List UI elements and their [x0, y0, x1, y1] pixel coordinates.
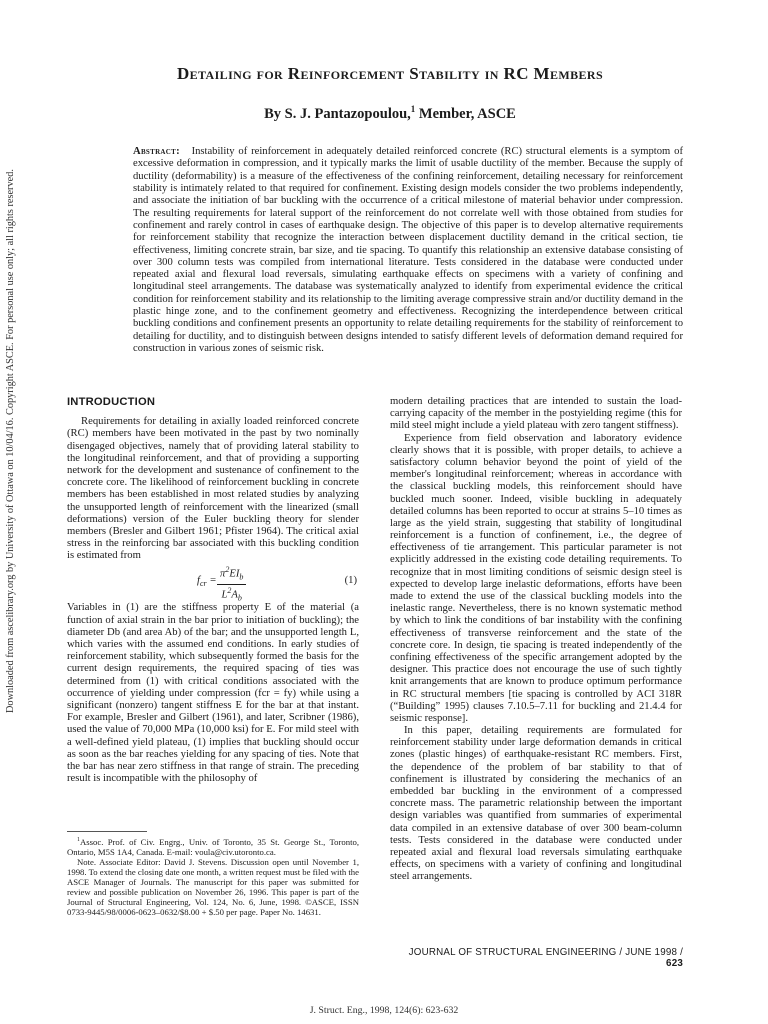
author-membership: Member, ASCE: [415, 105, 516, 122]
equation-numerator: $\pi^2EI_b$: [217, 564, 246, 585]
citation-line: J. Struct. Eng., 1998, 124(6): 623-632: [309, 1005, 459, 1016]
journal-footer: [400, 947, 683, 969]
right-paragraph-2: Experience from field observation and laboratory evidence clearly shows that it is possible, with proper details, to achieve a satisfactory column behavior beyond the point of yield of the member's longitudinal reinforcement; whereas in accordance with the classical buckling models, this reinforcement should have buckled much sooner. Indeed, visible buckling in adequately detailed columns has been reported to occur at strains 5–10 times as large as the yield strain, suggesting that stability of longitudinal reinforcement is a function of confinement, i.e., the degree of effectiveness of tie arrangement. This particular parameter is not explicitly addressed in the existing code detailing requirements. To recognize that in most limiting conditions of seismic design steel is expected to develop large inelastic deformations, efforts have been made to extend the use of the classical buckling models into the inelastic range. Nevertheless, there is no known systematic method by which to link the conditions of bar instability with the confining effectiveness of transverse reinforcement and the state of the concrete core. In design, tie spacing is treated independently of the confining effectiveness of the specific arrangement adopted by the designer. This practice does not encourage the use of such tightly knit arrangements that are known to produce optimum performance in RC structural members [tie spacing is controlled by ACI 318R (“Building” 1995) clauses 7.10.5–7.11 for buckling and 21.4.4 for seismic response].: [390, 432, 682, 724]
right-column: [390, 396, 682, 884]
page-number: 623: [666, 958, 683, 969]
abstract-text: Instability of reinforcement in adequately detailed reinforced concrete (RC) structural elements is a symptom of excessive deformation in compression, and it typically marks the limit of usable ductility of the member. Because the supply of ductility (deformability) is a measure of the effectiveness of the confining reinforcement, detailing necessary for reinforcement stability is intimately related to that required for confinement. Existing design models consider the two problems independently, and associate the initiation of bar buckling with the occurrence of a critical milestone of material behavior under compression. The resulting requirements for lateral support of the reinforcement do not correlate well with those obtained from studies for confinement and rarely control in cases of earthquake design. The objective of this paper is to develop alternative requirements for reinforcement stability that recognize the interaction between displacement ductility demand in the critical section, tie effectiveness, limiting concrete strain, bar size, and tie spacing. To quantify this relationship an extensive database consisting of over 300 column tests was compiled from international literature. Tests considered in the database were conducted under repeated axial and flexural load reversals, simulating earthquake effects on specimens with a variety of confining and longitudinal steel arrangements. The database was systematically analyzed to identify from experimental evidence the critical condition for reinforcement stability and its relationship to the limiting average compressive strain and/or ductility demand in the plastic hinge zone, and to the confinement geometry and effectiveness. Recognizing the interdependence between critical buckling conditions and confinement presents an opportunity to relate detailing requirements for the stability of reinforcement to detailing for ductility, and to distinguish between designs intended to satisfy different levels of deformation demand required for construction in various zones of seismic risk.: [133, 146, 683, 354]
author-byline: [60, 104, 720, 123]
journal-name: JOURNAL OF STRUCTURAL ENGINEERING / JUNE 1998 /: [408, 947, 683, 958]
equation-1: [67, 562, 359, 602]
paper-title: Detailing for Reinforcement Stability in RC Members: [176, 64, 604, 83]
equation-number: (1): [344, 575, 357, 587]
equation-lhs: $f_{cr}$ =: [197, 575, 217, 589]
download-watermark: [0, 169, 22, 718]
footnote-author: $^1$Assoc. Prof. of Civ. Engrg., Univ. of Toronto, 35 St. George St., Toronto, Ontario, M5S 1A4, Canada. E-mail: voula@civ.utoronto.ca.: [67, 836, 359, 857]
section-heading-introduction: INTRODUCTION: [67, 396, 156, 408]
intro-paragraph-1: Requirements for detailing in axially loaded reinforced concrete (RC) members have been motivated in the past by two nominally disengaged objectives, namely that of providing lateral stability to the longitudinal reinforcement, and that of providing a supporting network for the development and sustenance of confinement to the concrete core. The likelihood of reinforcement buckling in concrete members has been established in most related studies by analyzing the unsupported length of reinforcement with the linearized (small deformations) version of the Euler buckling theory for slender members (Bresler and Gilbert 1961; Pfister 1964). The critical axial stress in the reinforcing bar associated with this buckling condition is estimated from: [67, 416, 359, 562]
footnote-divider: [67, 831, 147, 832]
left-column: [67, 396, 359, 785]
intro-paragraph-2: Variables in (1) are the stiffness property E of the material (a function of axial strain in the bar prior to initiation of buckling); the diameter Db (and area Ab) of the bar; and the unsupported length L, which varies with the assumed end conditions. In early studies of reinforcement stability, which subsequently formed the basis for the current design requirements, the required spacing of ties was determined from (1) with critical conditions associated with the occurrence of yielding under compression (fcr = fy) while using a significant (nonzero) tangent stiffness E for the bar at that instant. For example, Bresler and Gilbert (1961), and later, Scribner (1986), used the value of 70,000 MPa (10,000 ksi) for E. For mild steel with a well-defined yield plateau, (1) implies that buckling should occur as soon as the bar reaches yielding for any spacing of ties. Note that the bar has near zero stiffness in that range of strain. The preceding result is incompatible with the philosophy of: [67, 602, 359, 785]
author-footnote-mark: 1: [410, 104, 416, 114]
abstract-label: Abstract:: [133, 146, 180, 157]
equation-denominator: $L^2A_b$: [221, 586, 242, 603]
right-paragraph-3: In this paper, detailing requirements are formulated for reinforcement stability under large deformation demands in critical zones (plastic hinges) of earthquake-resistant RC members. First, the dependence of the problem of bar stability to that of confinement is illustrated by considering the mechanics of an embedded bar buckling in the environment of a compressed concrete mass. The parametric relationship between the important design variables was quantified from summaries of experimental data compiled in an extensive database of over 300 beam-column tests. Tests considered in the database were conducted under repeated axial and flexural load reversals simulating earthquake effects, on specimens with a variety of confining and longitudinal steel arrangements.: [390, 725, 682, 883]
footnote-editorial-note: Note. Associate Editor: David J. Stevens. Discussion open until November 1, 1998. To extend the closing date one month, a written request must be filed with the ASCE Manager of Journals. The manuscript for this paper was submitted for review and possible publication on November 26, 1996. This paper is part of the Journal of Structural Engineering, Vol. 124, No. 6, June, 1998. ©ASCE, ISSN 0733-9445/98/0006-0623–0632/$8.00 + $.50 per page. Paper No. 14631.: [67, 856, 359, 918]
right-paragraph-1: modern detailing practices that are intended to sustain the load-carrying capacity of the member in the postyielding regime (this for mild steel might include a yield plateau with zero tangent stiffness).: [390, 396, 682, 432]
abstract: [133, 146, 683, 355]
equation-fraction: [217, 564, 246, 605]
footnotes: [67, 835, 359, 917]
download-watermark-text: Downloaded from ascelibrary.org by University of Ottawa on 10/04/16. Copyright ASCE. For personal use only; all rights reserved.: [5, 169, 16, 713]
author-name: By S. J. Pantazopoulou,: [264, 105, 411, 122]
